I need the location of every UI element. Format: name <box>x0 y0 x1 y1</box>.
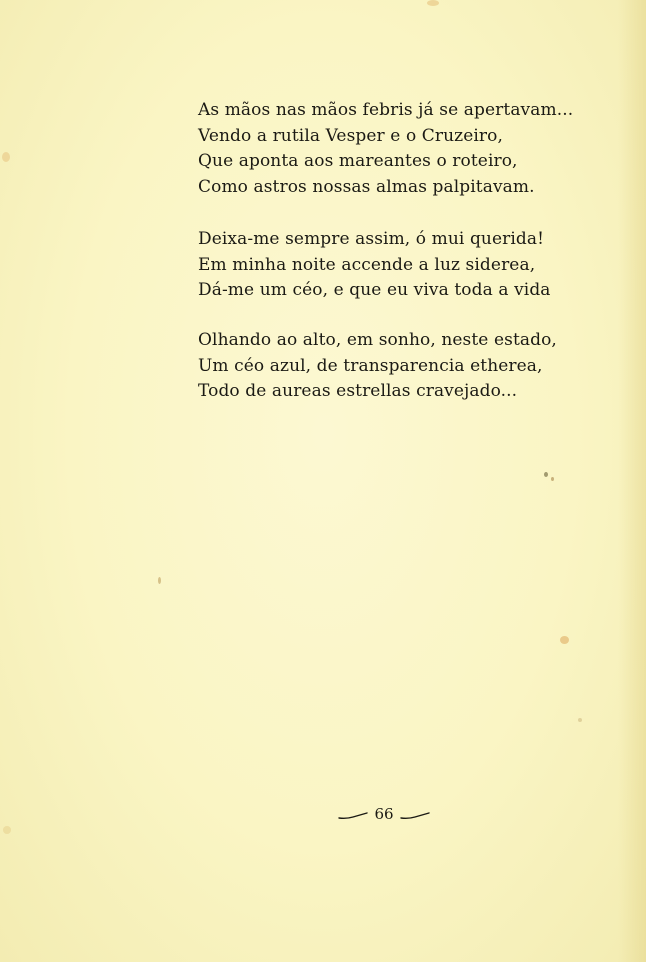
poem-line: Como astros nossas almas palpitavam. <box>198 176 535 197</box>
paper-stain <box>2 152 10 162</box>
paper-stain <box>3 826 11 834</box>
poem-line: Deixa-me sempre assim, ó mui querida! <box>198 229 545 249</box>
poem-stanza-2 <box>198 227 578 304</box>
paper-stain <box>158 577 161 584</box>
poem-line: Todo de aureas estrellas cravejado... <box>198 381 518 401</box>
paper-stain <box>427 0 439 6</box>
poem-stanza-3 <box>198 328 578 405</box>
page-edge-shading <box>618 0 646 962</box>
paper-stain <box>578 718 582 722</box>
poem-line: Vendo a rutila Vesper e o Cruzeiro, <box>198 125 503 146</box>
poem-line: Que aponta aos mareantes o roteiro, <box>198 151 518 171</box>
page-number-ornament <box>338 802 430 828</box>
page-number: 66 <box>374 805 394 823</box>
poem-line: Olhando ao alto, em sonho, neste estado, <box>198 330 557 350</box>
paper-stain <box>560 636 569 644</box>
poem-line: Dá-me um céo, e que eu viva toda a vida <box>198 280 551 300</box>
paper-stain <box>551 477 554 481</box>
poem-line: Um céo azul, de transparencia etherea, <box>198 355 543 376</box>
poem-line: As mãos nas mãos febris já se apertavam... <box>198 100 574 120</box>
poem-line: Em minha noite accende a luz siderea, <box>198 254 536 275</box>
swash-dash-left-icon <box>338 812 368 820</box>
swash-dash-right-icon <box>400 812 430 820</box>
paper-stain <box>544 472 548 477</box>
poem-stanza-1 <box>198 98 578 200</box>
